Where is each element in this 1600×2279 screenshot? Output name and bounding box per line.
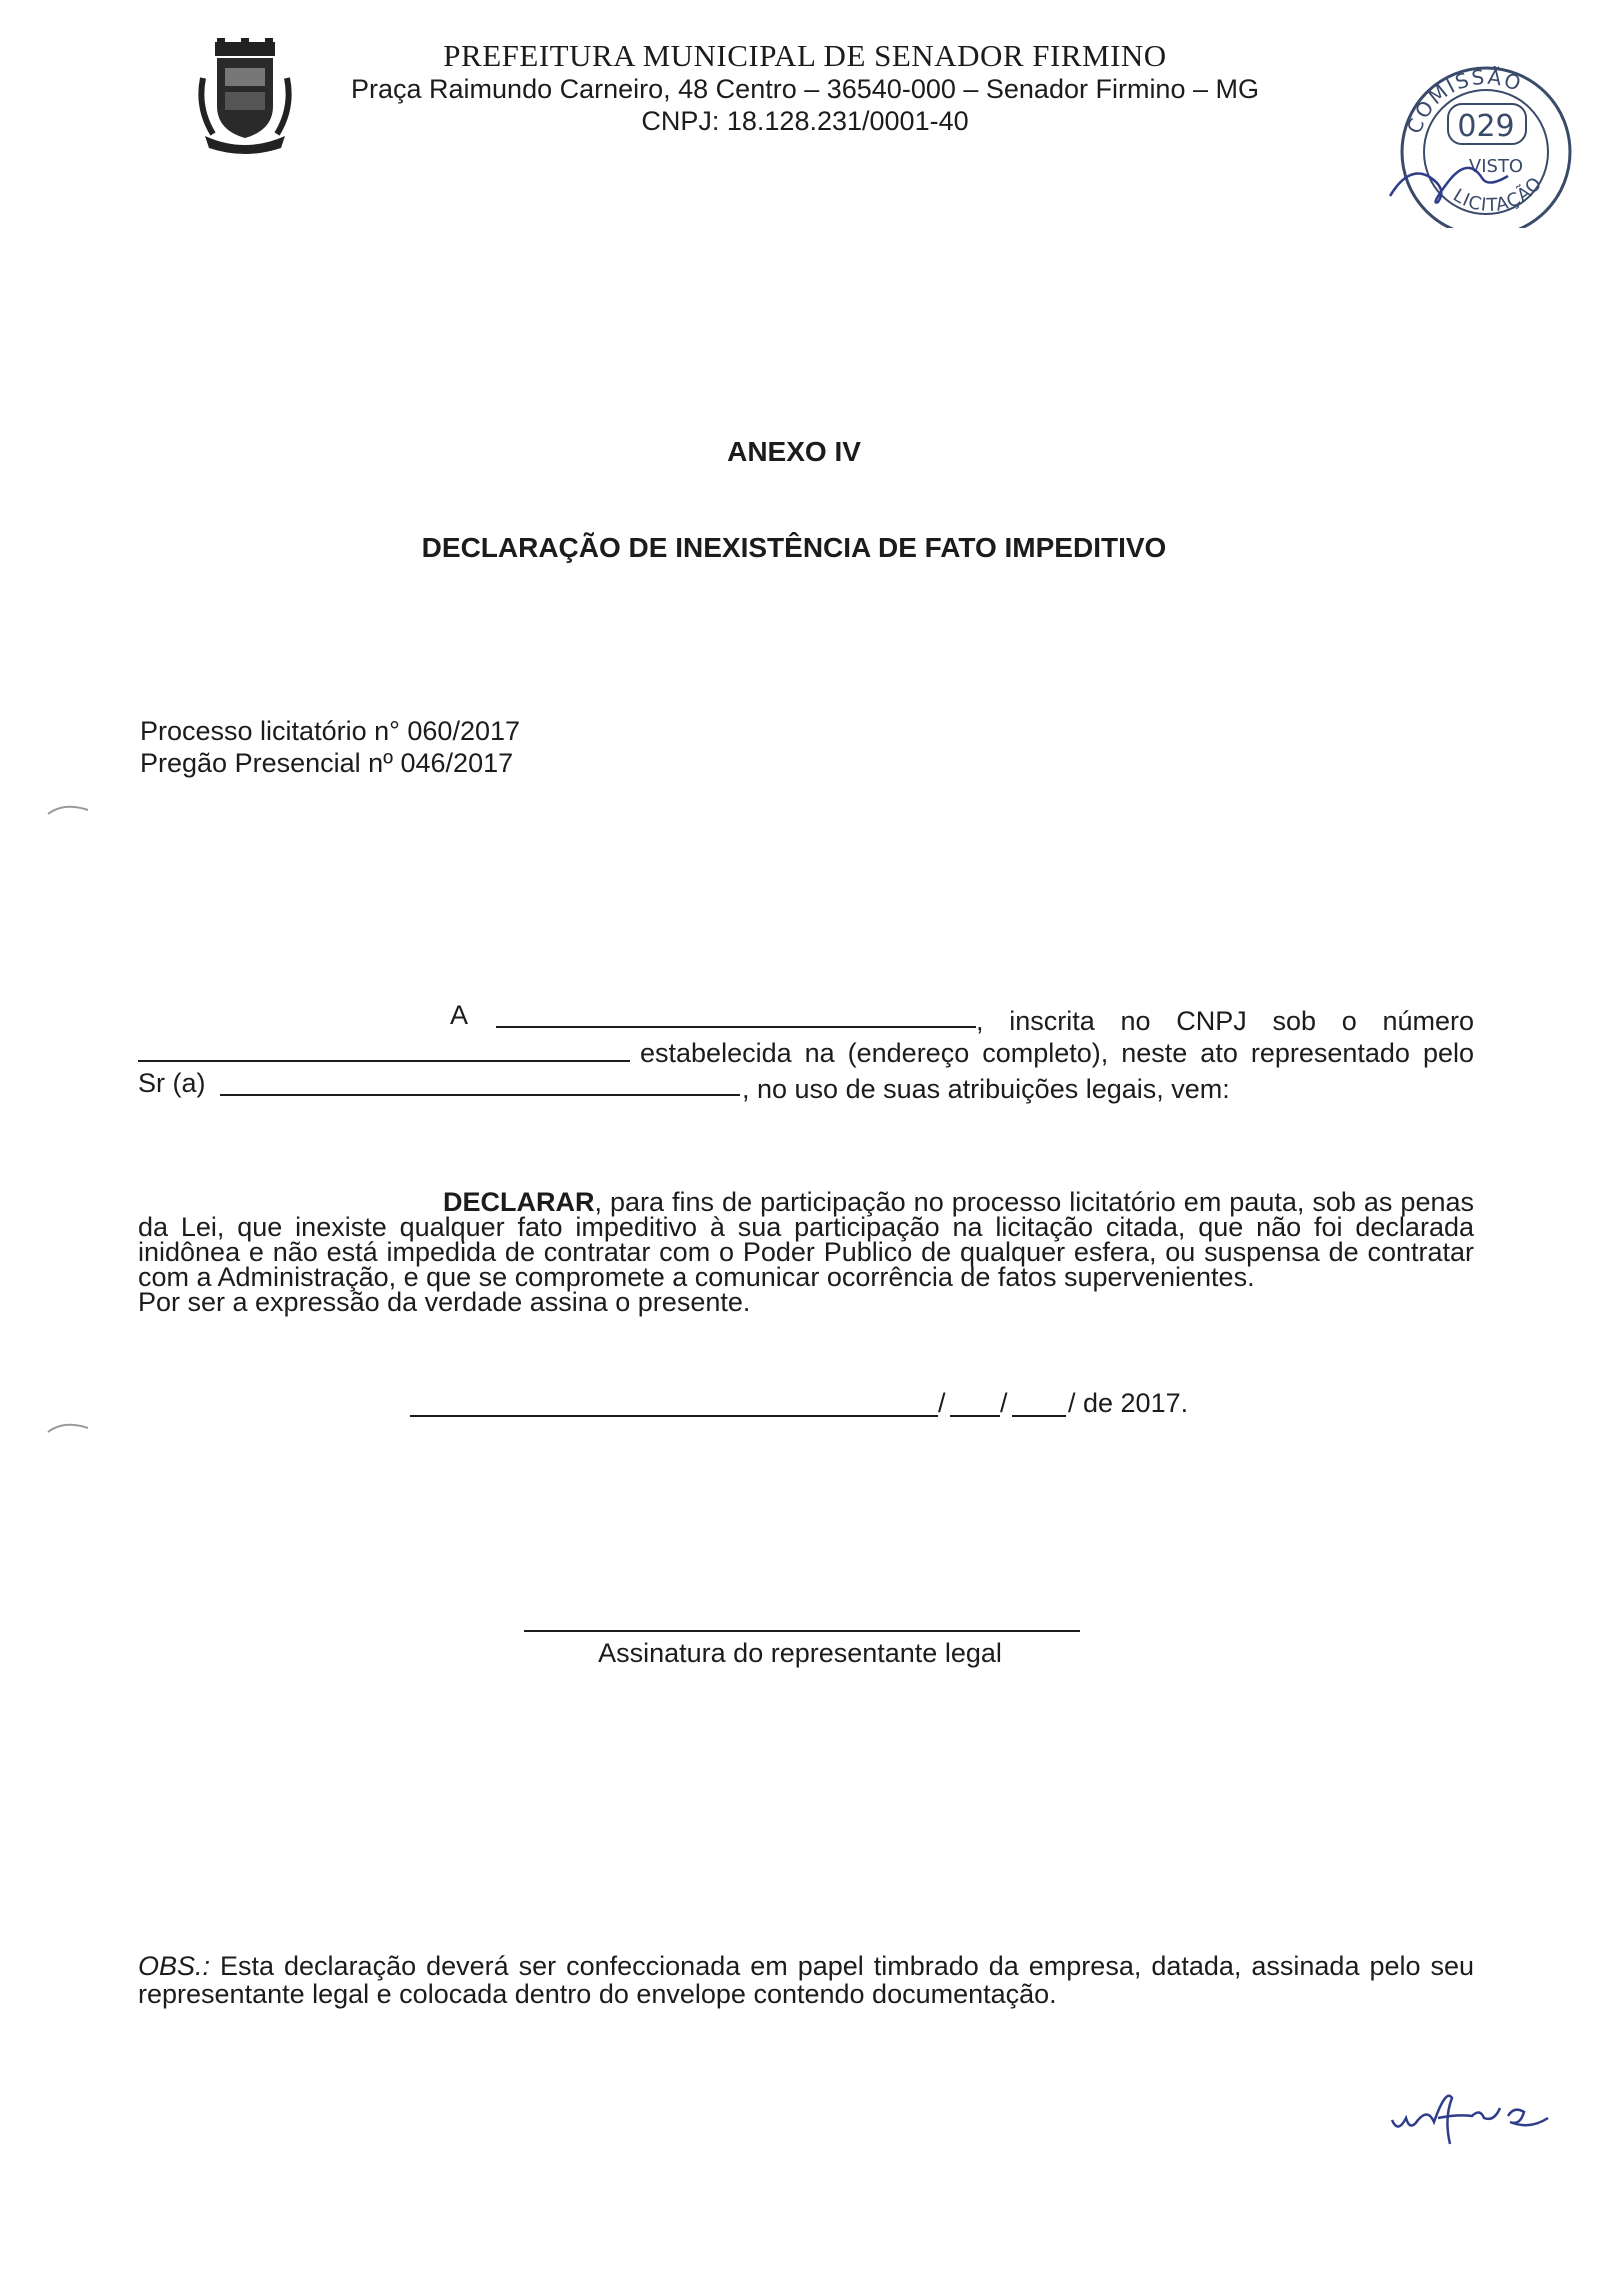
day-field[interactable] (950, 1415, 1000, 1417)
annex-title: ANEXO IV (727, 436, 861, 467)
municipal-crest-icon (195, 38, 295, 156)
pregao-number: Pregão Presencial nº 046/2017 (140, 748, 514, 778)
declaration-body: , para fins de participação no processo licitatório em pauta, sob as penas da Lei, que inexiste qualquer fato impeditivo à sua participação na licitação citada, que não foi declarada inidônea e não está impedida de contratar com o Poder Publico de qualquer esfera, ou suspensa de contratar com a Administração, e que se compromete a comunicar ocorrência de fatos supervenientes. (138, 1187, 1474, 1292)
month-field[interactable] (1012, 1415, 1066, 1417)
ident-a-label: A (450, 1000, 469, 1030)
representative-name-field[interactable] (220, 1094, 740, 1096)
stamp-top-text: COMISSÃO (1401, 64, 1526, 137)
ident-line3-text: , no uso de suas atribuições legais, vem: (742, 1074, 1230, 1104)
declare-keyword: DECLARAR (443, 1187, 595, 1217)
obs-text: Esta declaração deverá ser confeccionada em papel timbrado da empresa, datada, assinada pelo seu representante legal e colocada dentro do envelope contendo documentação. (138, 1951, 1474, 2009)
institution-cnpj: CNPJ: 18.128.231/0001-40 (641, 106, 969, 136)
margin-mark-icon (44, 800, 94, 820)
stamp-bottom-text: LICITAÇÃO (1449, 172, 1547, 217)
commission-stamp (1378, 56, 1590, 228)
margin-mark-icon (44, 1418, 94, 1438)
institution-address: Praça Raimundo Carneiro, 48 Centro – 36540-000 – Senador Firmino – MG (351, 74, 1259, 104)
declaration-paragraph (138, 1187, 1474, 1317)
stamp-number: 029 (1457, 109, 1515, 144)
stamp-center-label: VISTO (1468, 156, 1524, 177)
signature-line[interactable] (524, 1630, 1080, 1632)
ident-line2-text: estabelecida na (endereço completo), neste ato representado pelo (640, 1038, 1474, 1068)
company-name-field[interactable] (496, 1026, 976, 1028)
obs-label: OBS.: (138, 1951, 211, 1981)
ident-sr-label: Sr (a) (138, 1068, 206, 1098)
ident-line1-text: , inscrita no CNPJ sob o número (976, 1006, 1474, 1036)
svg-text:LICITAÇÃO (1449, 173, 1547, 216)
obs-note (138, 1952, 1474, 2008)
declaration-title: DECLARAÇÃO DE INEXISTÊNCIA DE FATO IMPEDITIVO (421, 532, 1167, 563)
signature-label: Assinatura do representante legal (598, 1638, 1002, 1668)
place-field[interactable] (410, 1415, 938, 1417)
date-year-suffix: / de 2017. (1068, 1388, 1189, 1418)
date-separator-1: / (938, 1388, 946, 1418)
date-separator-2: / (1000, 1388, 1008, 1418)
declaration-closing: Por ser a expressão da verdade assina o presente. (138, 1287, 751, 1317)
institution-name: PREFEITURA MUNICIPAL DE SENADOR FIRMINO (443, 38, 1167, 73)
handwritten-initials-icon (1388, 2078, 1564, 2148)
process-number: Processo licitatório n° 060/2017 (140, 716, 521, 746)
cnpj-number-field[interactable] (138, 1060, 630, 1062)
